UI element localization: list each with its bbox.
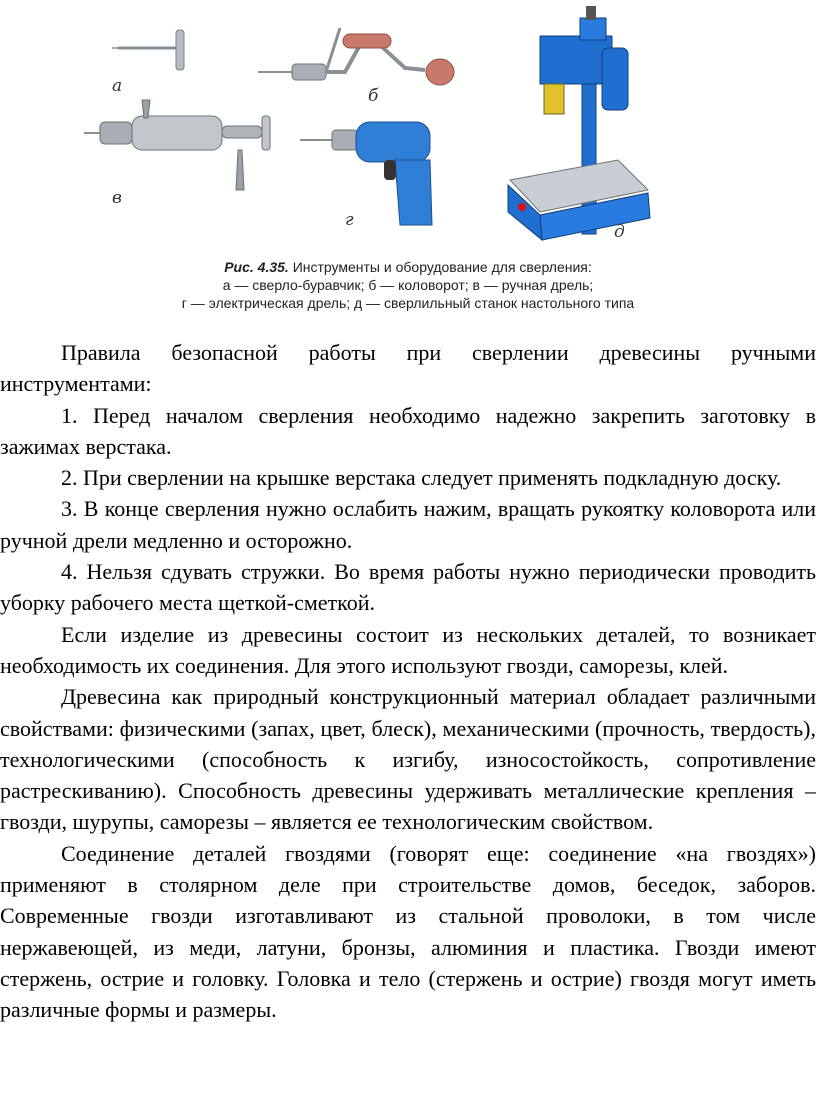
figure-caption xyxy=(0,258,816,312)
paragraph-rule-4: 4. Нельзя сдувать стружки. Во время работы нужно периодически проводить уборку рабочего места щеткой-сметкой. xyxy=(0,559,816,616)
paragraph-rule-3: 3. В конце сверления нужно ослабить нажим, вращать рукоятку коловорота или ручной дрели медленно и осторожно. xyxy=(0,496,816,553)
body-text xyxy=(0,337,816,1026)
label-b: б xyxy=(368,86,379,106)
paragraph-rule-2: 2. При сверлении на крышке верстака следует применять подкладную доску. xyxy=(61,465,782,491)
caption-line-3: г — электрическая дрель; д — сверлильный станок настольного типа xyxy=(181,295,635,311)
label-v: в xyxy=(112,188,122,208)
electric-drill-drawing xyxy=(300,122,432,225)
paragraph-properties: Древесина как природный конструкционный материал обладает различными свойствами: физическими (запах, цвет, блеск), механическими (прочность, твердость), технологическими (способность к изгибу, износостойкость, сопротивление растрескиванию). Способность древесины удерживать металлические крепления – гвозди, шурупы, саморезы – является ее технологическим свойством. xyxy=(0,684,816,835)
caption-line-2: а — сверло-буравчик; б — коловорот; в — ручная дрель; xyxy=(222,277,594,293)
hand-drill-drawing xyxy=(84,100,270,190)
paragraph-joining: Если изделие из древесины состоит из нескольких деталей, то возникает необходимость их соединения. Для этого используют гвозди, саморезы, клей. xyxy=(0,621,816,678)
label-g: г xyxy=(345,210,354,230)
figure-drilling-tools xyxy=(0,0,816,330)
caption-title: Инструменты и оборудование для сверления: xyxy=(288,259,592,275)
tools-illustration xyxy=(0,0,816,255)
brace-drawing xyxy=(258,28,454,85)
paragraph-safety-rules: Правила безопасной работы при сверлении древесины ручными инструментами: xyxy=(0,340,816,397)
paragraph-rule-1: 1. Перед началом сверления необходимо надежно закрепить заготовку в зажимах верстака. xyxy=(0,402,816,459)
paragraph-nails: Соединение деталей гвоздями (говорят еще: соединение «на гвоздях») применяют в столярном деле при строительстве домов, беседок, заборов. Современные гвозди изготавливают из стальной проволоки, в том числе нержавеющей, из меди, латуни, бронзы, алюминия и пластика. Гвозди имеют стержень, острие и головку. Головка и тело (стержень и острие) гвоздя могут иметь различные формы и размеры. xyxy=(0,840,816,1023)
label-d: д xyxy=(614,222,625,242)
gimlet-drawing xyxy=(112,30,184,70)
drill-press-drawing xyxy=(508,6,650,240)
label-a: а xyxy=(112,76,123,96)
caption-number: Рис. 4.35. xyxy=(224,259,289,275)
